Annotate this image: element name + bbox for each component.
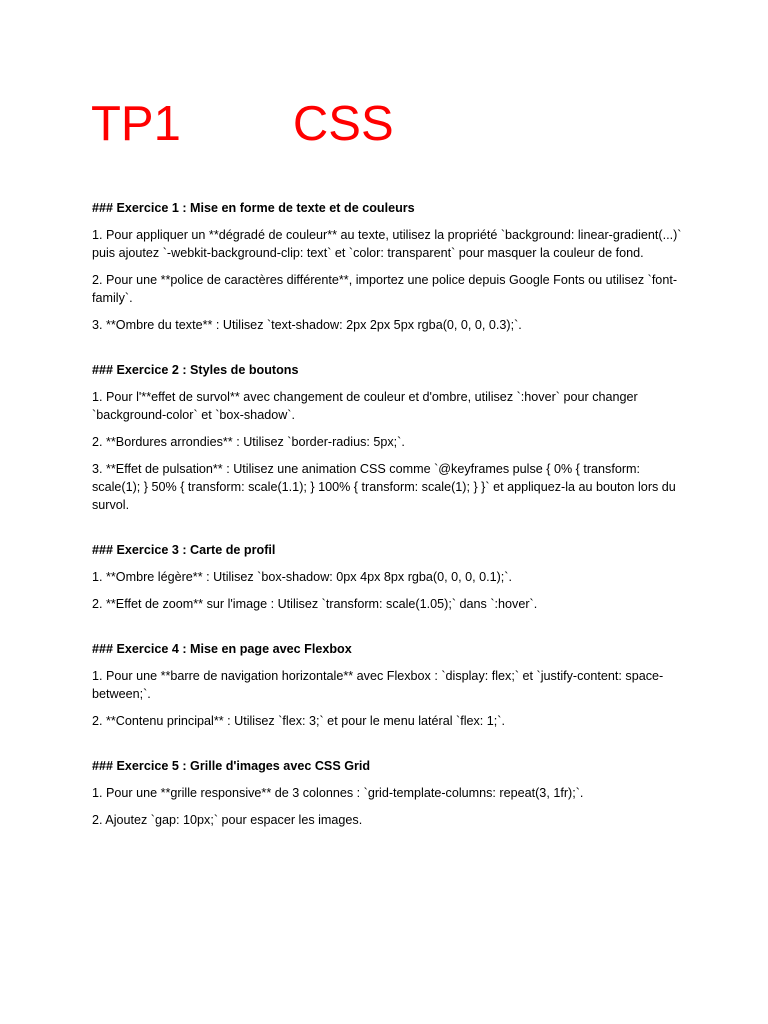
exercise-heading: ### Exercice 3 : Carte de profil	[92, 543, 276, 557]
exercise-item: 1. Pour l'**effet de survol** avec changement de couleur et d'ombre, utilisez `:hover` pour changer `background-color` et `box-shadow`.	[92, 390, 638, 422]
exercise-section	[92, 361, 682, 514]
exercise-section	[92, 640, 682, 730]
document-title	[91, 92, 394, 156]
exercise-item: 2. Pour une **police de caractères différente**, importez une police depuis Google Fonts ou utilisez `font-family`.	[92, 273, 678, 305]
title-tp1: TP1	[91, 97, 181, 151]
exercise-item: 1. **Ombre légère** : Utilisez `box-shadow: 0px 4px 8px rgba(0, 0, 0, 0.1);`.	[92, 570, 512, 584]
exercise-section	[92, 757, 682, 829]
exercise-section	[92, 199, 682, 334]
exercise-item: 3. **Effet de pulsation** : Utilisez une animation CSS comme `@keyframes pulse { 0% { transform: scale(1); } 50% { transform: scale(1.1); } 100% { transform: scale(1); } }` et appliquez-la au bouton lors du survol.	[92, 462, 676, 512]
exercise-item: 2. Ajoutez `gap: 10px;` pour espacer les images.	[92, 813, 363, 827]
exercise-item: 2. **Contenu principal** : Utilisez `flex: 3;` et pour le menu latéral `flex: 1;`.	[92, 714, 505, 728]
exercise-heading: ### Exercice 2 : Styles de boutons	[92, 363, 299, 377]
exercise-section	[92, 541, 682, 613]
exercise-item: 2. **Effet de zoom** sur l'image : Utilisez `transform: scale(1.05);` dans `:hover`.	[92, 597, 538, 611]
document-body	[92, 199, 682, 838]
title-css: CSS	[292, 97, 394, 151]
exercise-heading: ### Exercice 4 : Mise en page avec Flexbox	[92, 642, 352, 656]
exercise-heading: ### Exercice 5 : Grille d'images avec CSS Grid	[92, 759, 371, 773]
exercise-item: 1. Pour une **grille responsive** de 3 colonnes : `grid-template-columns: repeat(3, 1fr);`.	[92, 786, 584, 800]
exercise-item: 3. **Ombre du texte** : Utilisez `text-shadow: 2px 2px 5px rgba(0, 0, 0, 0.3);`.	[92, 318, 522, 332]
exercise-item: 2. **Bordures arrondies** : Utilisez `border-radius: 5px;`.	[92, 435, 405, 449]
exercise-item: 1. Pour appliquer un **dégradé de couleur** au texte, utilisez la propriété `background: linear-gradient(...)` puis ajoutez `-webkit-background-clip: text` et `color: transparent` pour masquer la couleur de fond.	[92, 228, 682, 260]
exercise-item: 1. Pour une **barre de navigation horizontale** avec Flexbox : `display: flex;` et `justify-content: space-between;`.	[92, 669, 664, 701]
exercise-heading: ### Exercice 1 : Mise en forme de texte et de couleurs	[92, 201, 415, 215]
